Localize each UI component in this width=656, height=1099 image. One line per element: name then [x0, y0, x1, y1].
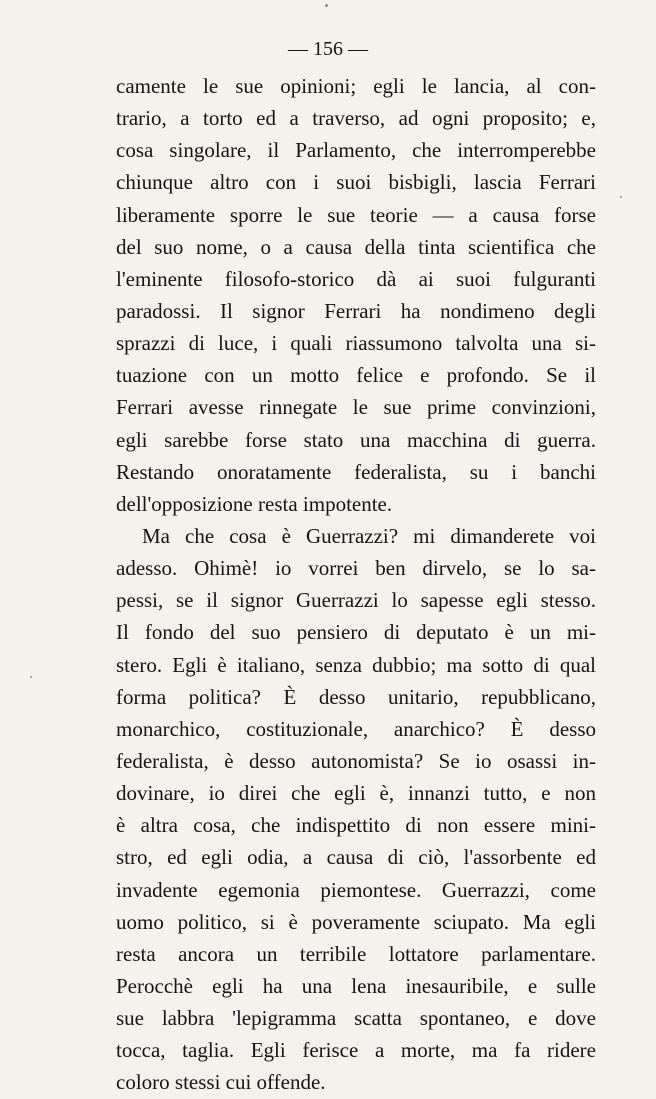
text-line-17: pessi, se il signor Guerrazzi lo sapesse egli stesso.	[116, 588, 596, 613]
text-line-9: sprazzi di luce, i quali riassumono talvolta una si-	[116, 331, 596, 356]
text-line-3: cosa singolare, il Parlamento, che interromperebbe	[116, 138, 596, 163]
text-line-14: dell'opposizione resta impotente.	[116, 491, 393, 516]
page-body-text	[116, 70, 596, 1099]
text-line-28: resta ancora un terribile lottatore parlamentare.	[116, 941, 596, 966]
text-line-7: l'eminente filosofo-storico dà ai suoi fulguranti	[116, 266, 596, 291]
text-line-27: uomo politico, si è poveramente sciupato. Ma egli	[116, 909, 596, 934]
text-line-20: forma politica? È desso unitario, repubblicano,	[116, 684, 596, 709]
text-line-24: è altra cosa, che indispettito di non essere mini-	[116, 813, 596, 838]
text-line-23: dovinare, io direi che egli è, innanzi tutto, e non	[116, 781, 596, 806]
text-line-19: stero. Egli è italiano, senza dubbio; ma sotto di qual	[116, 652, 596, 677]
text-line-22: federalista, è desso autonomista? Se io osassi in-	[116, 748, 596, 773]
text-line-16: adesso. Ohimè! io vorrei ben dirvelo, se lo sa-	[116, 556, 596, 581]
paper-speck	[325, 4, 328, 7]
text-line-6: del suo nome, o a causa della tinta scientifica che	[116, 234, 596, 259]
text-line-31: tocca, taglia. Egli ferisce a morte, ma fa ridere	[116, 1038, 596, 1063]
page-number: — 156 —	[288, 38, 368, 60]
text-line-2: trario, a torto ed a traverso, ad ogni proposito; e,	[116, 106, 596, 131]
text-line-13: Restando onoratamente federalista, su i banchi	[116, 459, 596, 484]
text-line-21: monarchico, costituzionale, anarchico? È desso	[116, 716, 596, 741]
text-line-30: sue labbra 'lepigramma scatta spontaneo, e dove	[116, 1006, 596, 1031]
text-line-8: paradossi. Il signor Ferrari ha nondimeno degli	[116, 298, 596, 323]
paper-speck	[620, 196, 622, 198]
text-line-4: chiunque altro con i suoi bisbigli, lascia Ferrari	[116, 170, 596, 195]
paper-speck	[30, 676, 32, 678]
text-line-15: Ma che cosa è Guerrazzi? mi dimanderete voi	[142, 523, 596, 548]
text-line-11: Ferrari avesse rinnegate le sue prime convinzioni,	[116, 395, 596, 420]
text-line-26: invadente egemonia piemontese. Guerrazzi, come	[116, 877, 596, 902]
text-line-1: camente le sue opinioni; egli le lancia, al con-	[116, 74, 596, 98]
text-line-18: Il fondo del suo pensiero di deputato è un mi-	[116, 620, 596, 645]
text-line-5: liberamente sporre le sue teorie — a causa forse	[116, 202, 596, 227]
text-line-32: coloro stessi cui offende.	[116, 1070, 326, 1095]
text-line-12: egli sarebbe forse stato una macchina di guerra.	[116, 427, 596, 452]
text-line-29: Perocchè egli ha una lena inesauribile, e sulle	[116, 973, 596, 998]
text-line-10: tuazione con un motto felice e profondo. Se il	[116, 363, 596, 388]
text-line-25: stro, ed egli odia, a causa di ciò, l'assorbente ed	[116, 845, 596, 870]
